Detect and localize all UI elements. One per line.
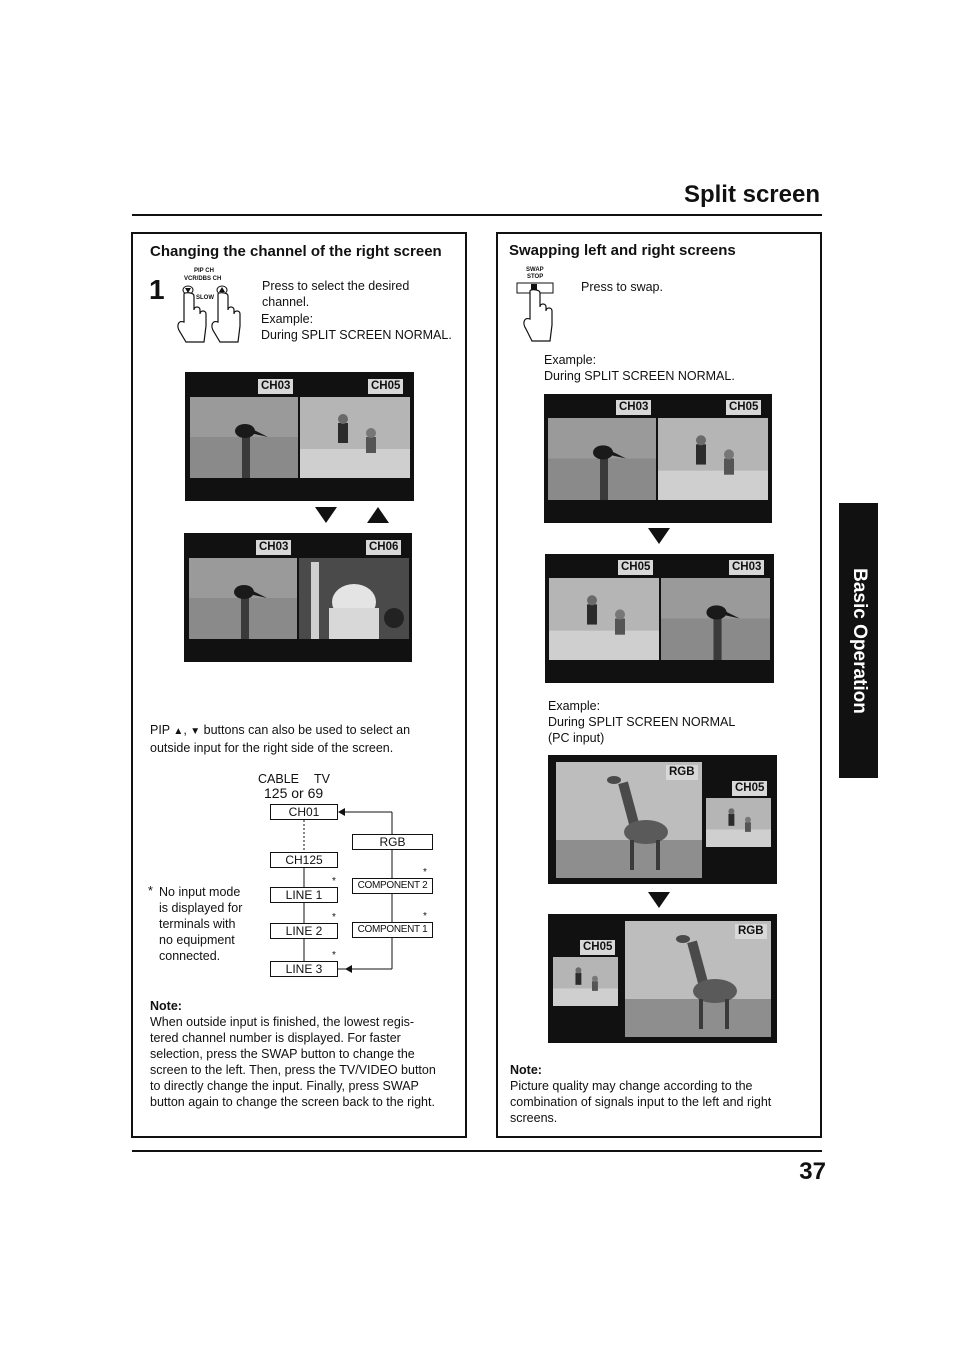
channel-range: 125 or 69 (264, 785, 324, 801)
input-line1: LINE 1 (270, 887, 338, 903)
input-line3: LINE 3 (270, 961, 338, 977)
pip-buttons-note (150, 722, 450, 756)
swap-label: SWAP (526, 267, 544, 273)
arrow-down-icon (648, 892, 670, 908)
hand-pressing-icon (514, 281, 564, 343)
note-line: combination of signals input to the left and right (510, 1095, 772, 1109)
right-example2 (548, 698, 735, 746)
pip-note-suffix: buttons can also be used to select an (200, 723, 411, 737)
left-example-text: During SPLIT SCREEN NORMAL. (261, 328, 452, 342)
asterisk-line3: * (332, 950, 336, 961)
arrow-down-icon (648, 528, 670, 544)
kids-beach-image (549, 578, 659, 660)
split-screen-preview (545, 554, 774, 683)
note-line: button again to change the screen back to the right. (150, 1095, 435, 1109)
example2-line: (PC input) (548, 731, 605, 745)
pip-down-icon: ▼ (190, 726, 201, 737)
section-tab (839, 503, 878, 778)
channel-label-right: CH03 (729, 560, 764, 575)
step-number: 1 (149, 274, 165, 305)
input-rgb: RGB (352, 834, 433, 850)
remote-label-vcr-dbs-ch: VCR/DBS CH (184, 276, 222, 282)
right-panel-heading: Swapping left and right screens (509, 242, 736, 259)
pip-up-icon: ▲ (173, 726, 184, 737)
split-screen-preview (184, 533, 412, 662)
footnote-line: No input mode (159, 885, 241, 899)
page-number: 37 (799, 1158, 826, 1185)
asterisk-line1: * (332, 876, 336, 887)
header-rule (132, 214, 822, 216)
footnote-line: terminals with (159, 917, 236, 931)
footnote (159, 884, 259, 964)
footnote-line: no equipment (159, 933, 235, 947)
right-example-text: During SPLIT SCREEN NORMAL. (544, 369, 735, 383)
cable-label: CABLE (258, 772, 299, 786)
asterisk-line2: * (332, 912, 336, 923)
bird-image (548, 418, 656, 500)
note-heading: Note: (150, 999, 182, 1013)
pip-ch-remote-illustration (172, 268, 252, 346)
channel-label-right: CH05 (368, 379, 403, 394)
channel-label-left: CH05 (618, 560, 653, 575)
left-instruction: Press to select the desired channel. (262, 279, 410, 309)
right-example-label: Example: (544, 353, 597, 367)
pip-note-prefix: PIP (150, 723, 174, 737)
kids-beach-image (300, 397, 410, 478)
footnote-line: is displayed for (159, 901, 243, 915)
split-screen-preview (548, 914, 777, 1043)
right-note (510, 1062, 810, 1126)
asterisk-component1: * (423, 911, 427, 922)
hand-pressing-icon (172, 282, 252, 346)
note-line: to directly change the input. Finally, press SWAP (150, 1079, 419, 1093)
note-line: When outside input is finished, the lowest regis- (150, 1015, 415, 1029)
example2-line: During SPLIT SCREEN NORMAL (548, 715, 736, 729)
left-panel-heading: Changing the channel of the right screen (150, 243, 442, 260)
channel-label-sub: CH05 (732, 781, 767, 796)
arrow-down-icon (315, 507, 337, 523)
channel-label-left: CH03 (616, 400, 651, 415)
left-note (150, 998, 460, 1110)
channel-label-main: RGB (666, 765, 698, 780)
channel-label-main: RGB (735, 924, 767, 939)
channel-label-sub: CH05 (580, 940, 615, 955)
footnote-line: connected. (159, 949, 221, 963)
note-line: tered channel number is displayed. For faster (150, 1031, 401, 1045)
right-instruction: Press to swap. (581, 280, 663, 294)
left-example-label: Example: (261, 312, 314, 326)
note-line: screen to the left. Then, press the TV/VIDEO button (150, 1063, 436, 1077)
pip-note-comma: , (183, 723, 191, 737)
note-line: selection, press the SWAP button to change the (150, 1047, 415, 1061)
channel-label-right: CH05 (726, 400, 761, 415)
input-ch125: CH125 (270, 852, 338, 868)
swap-button-illustration (514, 267, 564, 343)
remote-label-pip-ch: PIP CH (194, 268, 214, 274)
stop-label: STOP (527, 274, 544, 280)
footer-rule (132, 1150, 822, 1152)
bird-image (189, 558, 297, 639)
split-screen-preview (544, 394, 772, 523)
page-title: Split screen (683, 181, 820, 208)
note-heading: Note: (510, 1063, 542, 1077)
note-line: screens. (510, 1111, 558, 1125)
arrow-up-icon (367, 507, 389, 523)
footnote-marker: * (148, 884, 153, 898)
split-screen-preview (548, 755, 777, 884)
input-component2: COMPONENT 2 (352, 878, 433, 894)
channel-label-left: CH03 (256, 540, 291, 555)
example2-line: Example: (548, 699, 601, 713)
channel-label-left: CH03 (258, 379, 293, 394)
tv-label: TV (314, 772, 330, 786)
kids-beach-image (706, 798, 771, 847)
remote-label-slow: SLOW (196, 295, 214, 301)
bird-image (190, 397, 298, 478)
kids-beach-image (658, 418, 768, 500)
bird-image (661, 578, 770, 660)
split-screen-preview (185, 372, 414, 501)
input-ch01: CH01 (270, 804, 338, 820)
kids-beach-image (553, 957, 618, 1006)
input-line2: LINE 2 (270, 923, 338, 939)
input-component1: COMPONENT 1 (352, 922, 433, 938)
channel-label-right: CH06 (366, 540, 401, 555)
pip-note-line2: outside input for the right side of the screen. (150, 741, 394, 755)
asterisk-component2: * (423, 867, 427, 878)
section-tab-label: Basic Operation (848, 567, 870, 714)
note-line: Picture quality may change according to the (510, 1079, 753, 1093)
taj-mahal-image (299, 558, 409, 639)
